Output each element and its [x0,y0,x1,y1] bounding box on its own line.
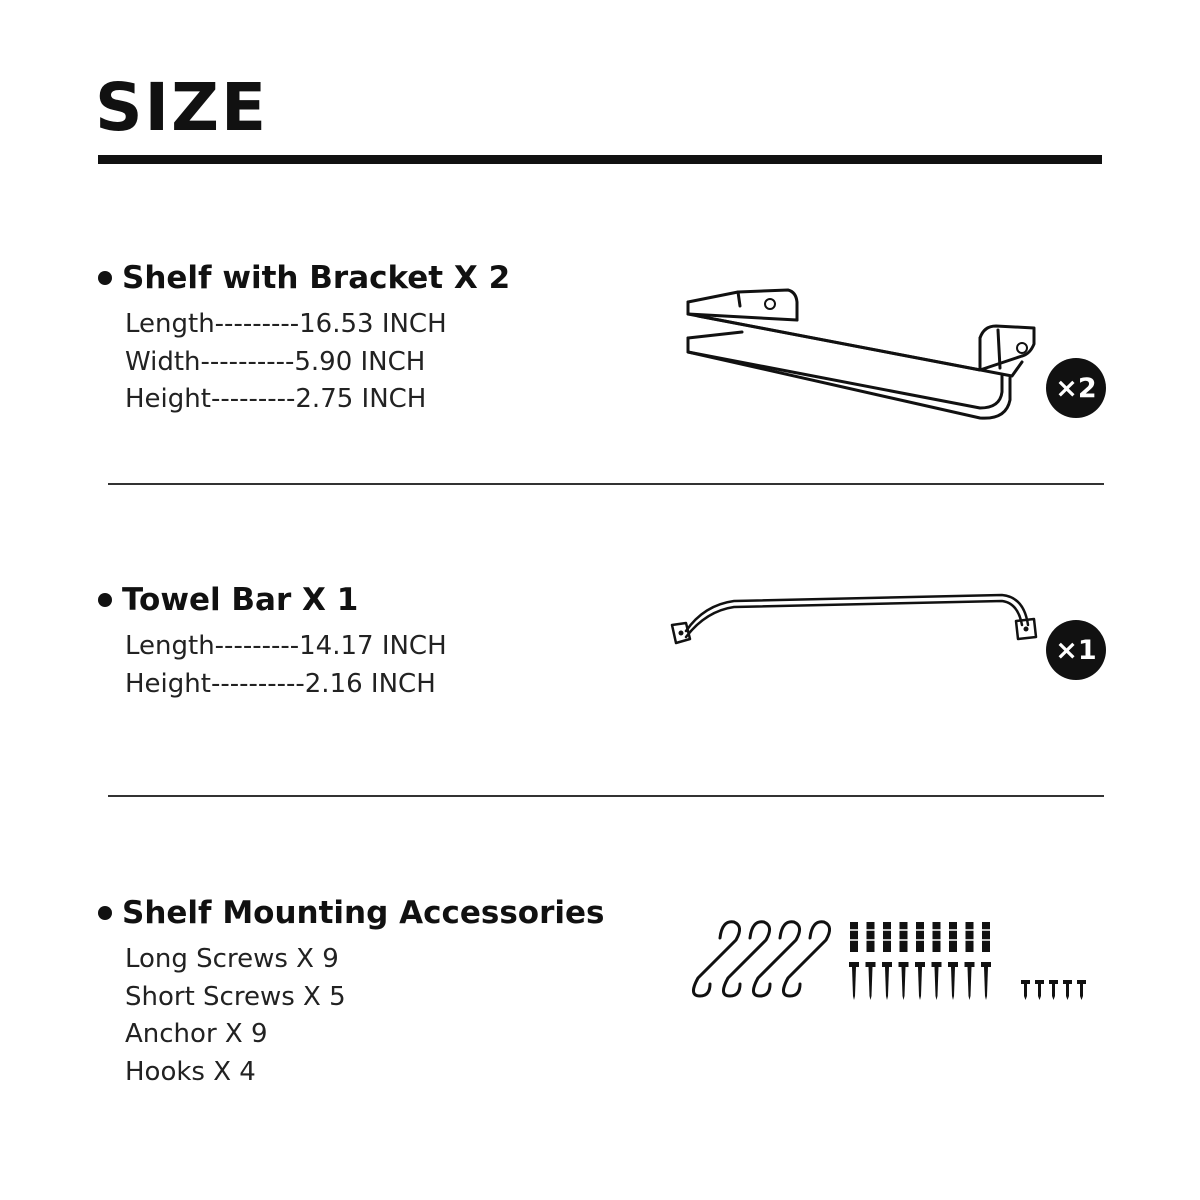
long-screw-icon [882,962,892,1000]
long-screw-icon [899,962,909,1000]
section-heading [98,258,658,298]
section-heading [98,893,658,933]
anchor-icon [966,922,974,952]
anchors-icon [850,922,990,952]
spec-hooks: Hooks X 4 [125,1056,256,1087]
anchor-icon [916,922,924,952]
section-heading-text: Shelf with Bracket X 2 [122,260,511,296]
long-screw-icon [932,962,942,1000]
anchor-icon [949,922,957,952]
spec-list [125,941,658,1091]
spec-anchors: Anchor X 9 [125,1019,268,1049]
long-screw-icon [915,962,925,1000]
section-mounting-accessories [98,893,658,1091]
long-screw-icon [965,962,975,1000]
anchor-icon [933,922,941,952]
long-screw-icon [981,962,991,1000]
page-title: SIZE [95,69,269,146]
section-divider [108,795,1104,797]
anchor-icon [883,922,891,952]
section-towel-bar [98,580,658,703]
section-heading-text: Towel Bar X 1 [122,582,359,618]
short-screw-icon [1049,980,1058,1000]
section-heading [98,580,658,620]
anchor-icon [850,922,858,952]
quantity-badge: ×1 [1046,620,1106,680]
spec-width: Width----------5.90 INCH [125,346,426,377]
spec-short-screws: Short Screws X 5 [125,981,346,1012]
short-screw-icon [1063,980,1072,1000]
bullet-icon [98,593,112,607]
bullet-icon [98,271,112,285]
section-shelf-with-bracket [98,258,658,419]
anchor-icon [867,922,875,952]
short-screw-icon [1077,980,1086,1000]
long-screw-icon [948,962,958,1000]
long-screw-icon [849,962,859,1000]
wall-shelf-with-rail-icon [680,280,1050,430]
anchor-icon [900,922,908,952]
spec-list [125,628,658,703]
spec-height: Height----------2.16 INCH [125,668,436,699]
spec-list [125,306,658,419]
short-screws-icon [1021,980,1086,1000]
short-screw-icon [1035,980,1044,1000]
spec-height: Height---------2.75 INCH [125,384,427,414]
towel-bar-icon [664,585,1044,655]
title-underline [98,155,1102,164]
quantity-badge: ×2 [1046,358,1106,418]
spec-length: Length---------16.53 INCH [125,309,447,339]
spec-long-screws: Long Screws X 9 [125,944,339,974]
hooks-screws-anchors-icon [680,910,1100,1010]
section-divider [108,483,1104,485]
long-screw-icon [866,962,876,1000]
section-heading-text: Shelf Mounting Accessories [122,895,605,931]
bullet-icon [98,906,112,920]
short-screw-icon [1021,980,1030,1000]
s-hooks-icon [693,922,829,996]
anchor-icon [982,922,990,952]
spec-length: Length---------14.17 INCH [125,631,447,661]
long-screws-icon [849,962,991,1000]
